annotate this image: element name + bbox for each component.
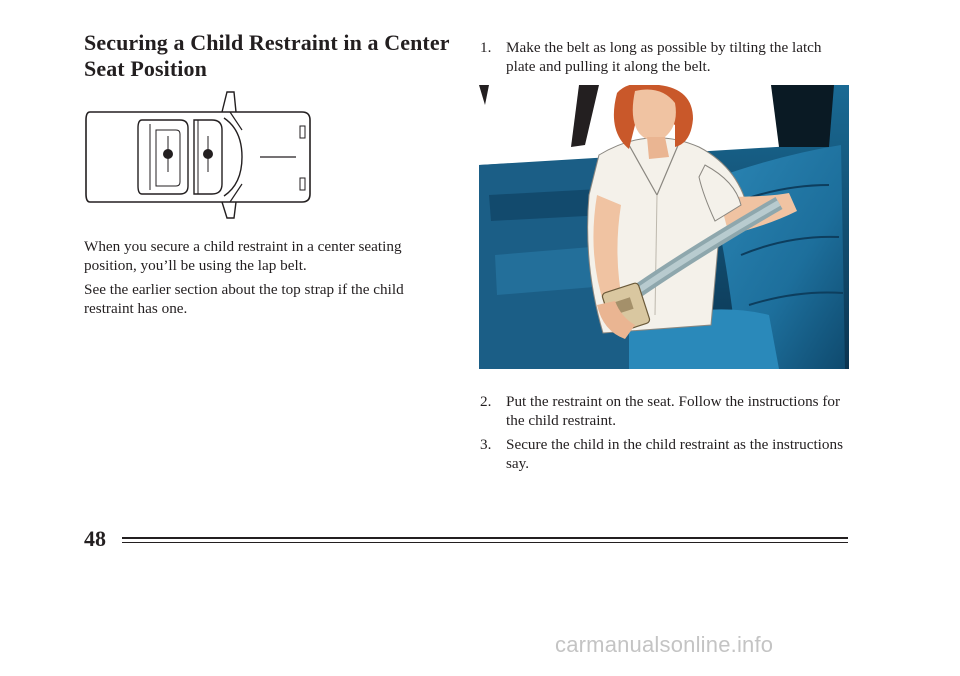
step-3 [480, 435, 850, 473]
footer-rule-thin [122, 542, 848, 543]
belt-illustration [479, 85, 849, 369]
section-title: Securing a Child Restraint in a Center Seat Position [84, 30, 450, 81]
step-number: 2. [480, 393, 492, 410]
step-text: Make the belt as long as possible by tilting the latch plate and pulling it along the belt. [506, 39, 822, 75]
step-text: Secure the child in the child restraint as the instructions say. [506, 436, 843, 472]
step-2 [480, 392, 850, 430]
step-number: 1. [480, 39, 492, 56]
watermark-text: carmanualsonline.info [555, 632, 774, 657]
intro-paragraph-1: When you secure a child restraint in a center seating position, you’ll be using the lap belt. [84, 238, 402, 274]
car-top-view-diagram [84, 90, 314, 220]
intro-paragraph-2: See the earlier section about the top strap if the child restraint has one. [84, 281, 404, 317]
page-number: 48 [84, 526, 106, 551]
step-text: Put the restraint on the seat. Follow the instructions for the child restraint. [506, 393, 841, 429]
footer-rule [122, 537, 848, 539]
step-number: 3. [480, 436, 492, 453]
step-1 [480, 38, 850, 76]
